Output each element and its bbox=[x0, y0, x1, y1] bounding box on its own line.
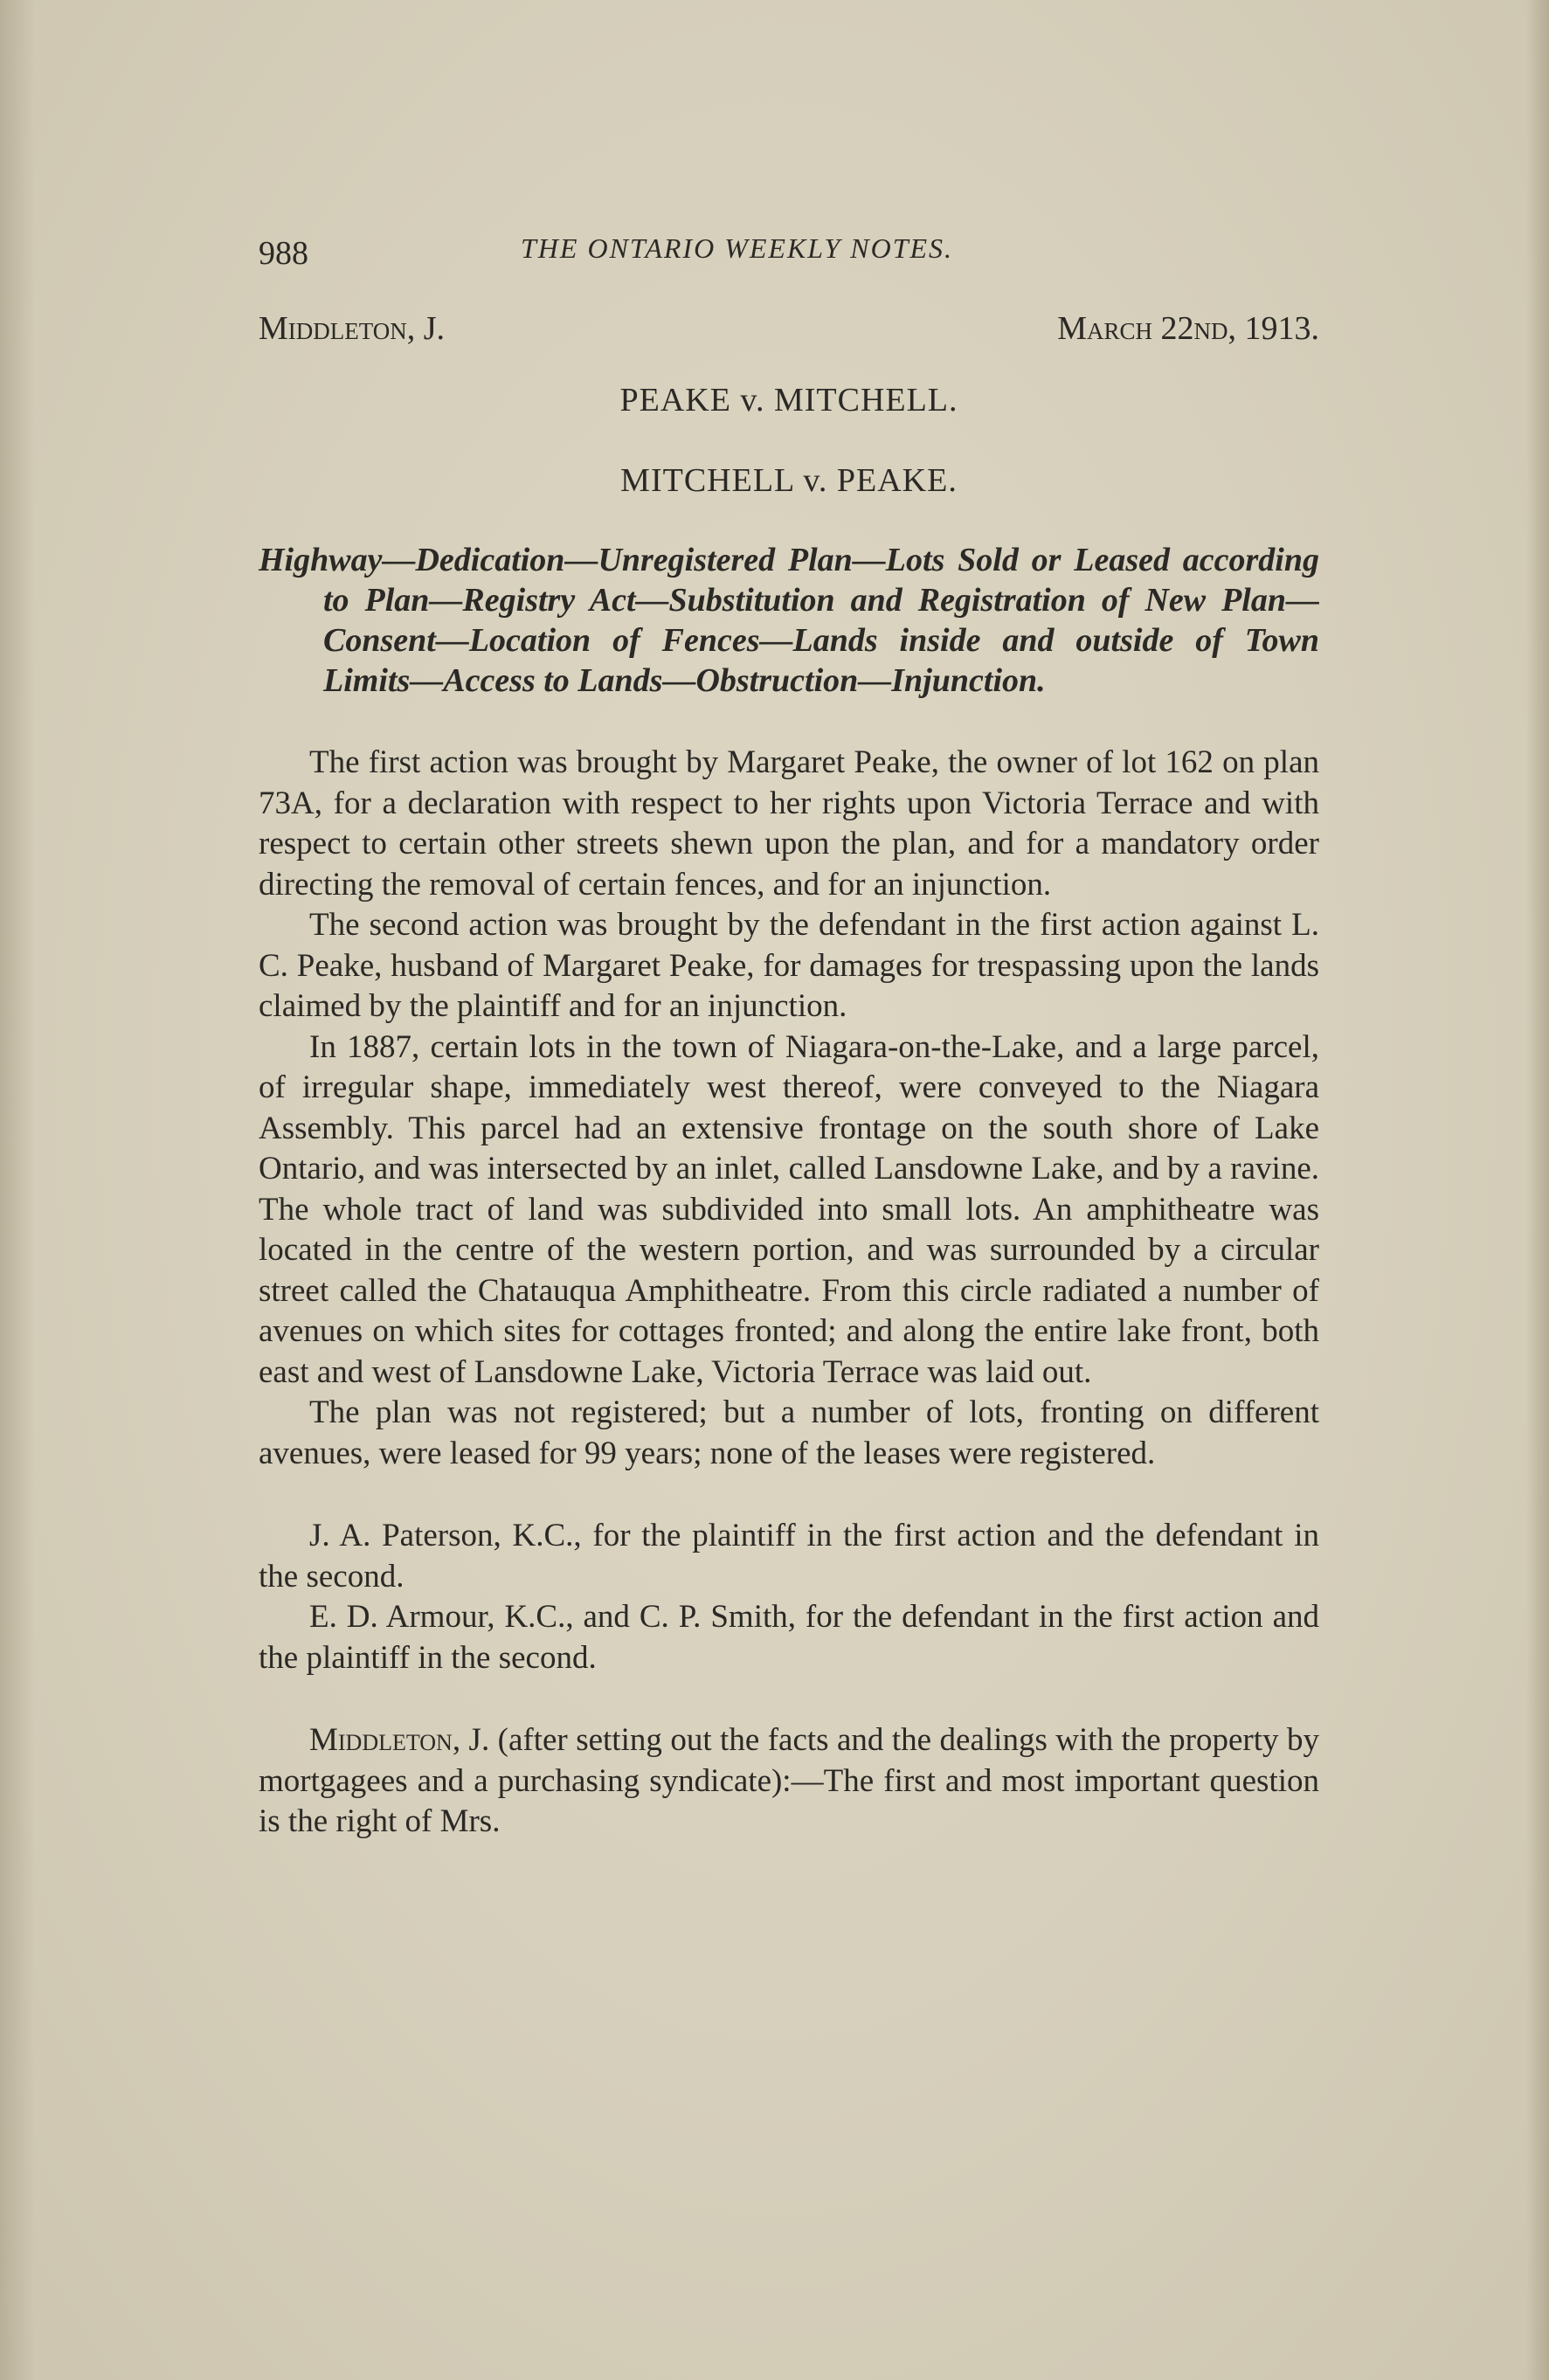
statement-of-facts bbox=[259, 743, 1319, 1474]
journal-title: THE ONTARIO WEEKLY NOTES. bbox=[521, 232, 954, 264]
judge-date-line bbox=[259, 309, 1319, 362]
judge-name: Middleton, J. bbox=[259, 310, 446, 347]
counsel-defendant: E. D. Armour, K.C., and C. P. Smith, for the defendant in the first action and the plaintiff in the second. bbox=[259, 1599, 1319, 1676]
opinion-paragraph bbox=[259, 1720, 1319, 1843]
opinion-section bbox=[259, 1720, 1319, 1843]
page-edge bbox=[1526, 0, 1549, 2380]
opinion-text: (after setting out the facts and the dealings with the property by mortgagees and a purchasing syndicate):—The first and most important question is the right of Mrs. bbox=[259, 1722, 1319, 1839]
page-number: 988 bbox=[259, 235, 308, 272]
counsel-plaintiff: J. A. Paterson, K.C., for the plaintiff in the first action and the defendant in the second. bbox=[259, 1518, 1319, 1595]
opinion-judge-name: Middleton, J. bbox=[309, 1722, 490, 1758]
paragraph: In 1887, certain lots in the town of Niagara-on-the-Lake, and a large parcel, of irregular shape, immediately west thereof, were conveyed to the Niagara Assembly. This parcel had an extensive frontage on the south shore of Lake Ontario, and was intersected by an inlet, called Lansdowne Lake, and by a ravine. The whole tract of land was subdivided into small lots. An amphitheatre was located in the centre of the western portion, and was surrounded by a circular street called the Chatauqua Amphitheatre. From this circle radiated a number of avenues on which sites for cottages fronted; and along the entire lake front, both east and west of Lansdowne Lake, Victoria Terrace was laid out. bbox=[259, 1028, 1319, 1390]
gutter-shadow bbox=[0, 0, 35, 2380]
headnote: Highway—Dedication—Unregistered Plan—Lots Sold or Leased according to Plan—Registry Act—Substitution and Registration of New Plan—Consent—Location of Fences—Lands inside and outside of Town Limits—Access to Lands—Obstruction—Injunction. bbox=[259, 542, 1319, 699]
running-head bbox=[259, 225, 1319, 274]
paragraph: The first action was brought by Margaret Peake, the owner of lot 162 on plan 73A, for a declaration with respect to her rights upon Victoria Terrace and with respect to certain other streets shewn upon the plan, and for a mandatory order directing the removal of certain fences, and for an injunction. bbox=[259, 744, 1319, 903]
case-title-first: PEAKE v. MITCHELL. bbox=[619, 382, 958, 419]
decision-date: March 22nd, 1913. bbox=[1057, 310, 1319, 347]
counsel-section bbox=[259, 1516, 1319, 1678]
case-title-second: MITCHELL v. PEAKE. bbox=[620, 462, 958, 499]
page-content bbox=[259, 225, 1319, 1843]
paragraph: The plan was not registered; but a number of lots, fronting on different avenues, were leased for 99 years; none of the leases were registered. bbox=[259, 1394, 1319, 1471]
paragraph: The second action was brought by the defendant in the first action against L. C. Peake, husband of Margaret Peake, for damages for trespassing upon the lands claimed by the plaintiff and for an injunction. bbox=[259, 907, 1319, 1024]
